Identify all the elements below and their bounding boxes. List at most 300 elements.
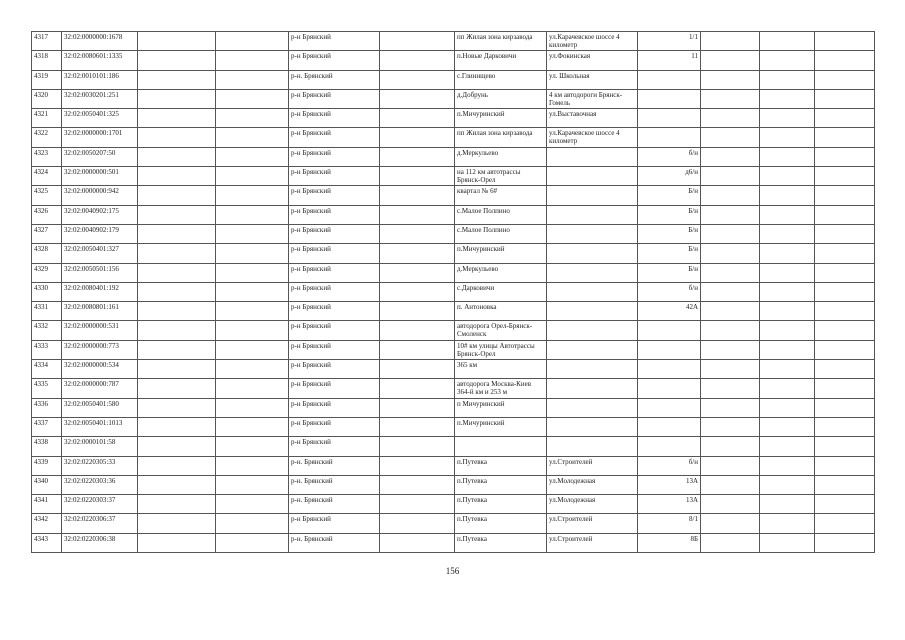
cell-locality: на 112 км автотрассы Брянск-Орел	[455, 167, 547, 186]
cell-col-6	[380, 495, 455, 514]
cell-cadastral-number: 32:02:0220303:37	[62, 495, 138, 514]
cell-col-6	[380, 186, 455, 205]
cell-street: ул.Фокинская	[547, 51, 638, 70]
cell-street	[547, 302, 638, 321]
table-row	[32, 128, 875, 147]
cell-street: ул.Строителей	[547, 514, 638, 533]
cell-row-number: 4326	[32, 205, 62, 224]
cell-col-6	[380, 128, 455, 147]
cell-row-number: 4324	[32, 167, 62, 186]
cell-col-12	[815, 398, 875, 417]
cell-street: ул. Школьная	[547, 70, 638, 89]
cell-cadastral-number: 32:02:0220306:38	[62, 533, 138, 552]
cell-col-11	[760, 167, 815, 186]
cell-house-number: б/н	[638, 147, 701, 166]
cell-locality: п.Новые Дарковичи	[455, 51, 547, 70]
cell-col-4	[216, 147, 289, 166]
cell-district: р-н Брянский	[289, 186, 380, 205]
cell-house-number: 8Б	[638, 533, 701, 552]
cell-col-6	[380, 51, 455, 70]
cell-street	[547, 398, 638, 417]
cell-col-12	[815, 360, 875, 379]
cell-row-number: 4319	[32, 70, 62, 89]
cell-district: р-н Брянский	[289, 417, 380, 436]
cell-row-number: 4339	[32, 456, 62, 475]
cell-house-number	[638, 398, 701, 417]
cell-street: 4 км автодороги Брянск-Гомель	[547, 89, 638, 108]
cell-col-11	[760, 437, 815, 456]
cell-locality: с.Дарковичи	[455, 282, 547, 301]
cell-street	[547, 437, 638, 456]
table-row	[32, 533, 875, 552]
cell-house-number: 8/1	[638, 514, 701, 533]
cell-street: ул.Строителей	[547, 533, 638, 552]
table-row	[32, 360, 875, 379]
cell-col-4	[216, 32, 289, 51]
table-row	[32, 417, 875, 436]
cell-col-11	[760, 321, 815, 340]
table-row	[32, 379, 875, 398]
cell-house-number	[638, 437, 701, 456]
cell-col-3	[138, 89, 216, 108]
cell-col-4	[216, 321, 289, 340]
cell-street: ул.Строителей	[547, 456, 638, 475]
cell-locality: пп Жилая зона кирзавода	[455, 128, 547, 147]
cell-house-number: 13А	[638, 475, 701, 494]
cell-cadastral-number: 32:02:0000000:531	[62, 321, 138, 340]
cell-col-3	[138, 244, 216, 263]
cell-col-11	[760, 495, 815, 514]
cell-street	[547, 340, 638, 359]
cell-col-11	[760, 379, 815, 398]
table-row	[32, 32, 875, 51]
cell-street: ул.Карачевское шоссе 4 километр	[547, 128, 638, 147]
cell-col-10	[701, 495, 760, 514]
cell-row-number: 4335	[32, 379, 62, 398]
cell-col-11	[760, 282, 815, 301]
cell-col-10	[701, 456, 760, 475]
table-row	[32, 263, 875, 282]
table-row	[32, 167, 875, 186]
cell-cadastral-number: 32:02:0080401:192	[62, 282, 138, 301]
table-row	[32, 186, 875, 205]
cell-house-number: д6/н	[638, 167, 701, 186]
cell-col-11	[760, 244, 815, 263]
cell-col-10	[701, 282, 760, 301]
cell-house-number: Б/н	[638, 186, 701, 205]
cell-col-3	[138, 321, 216, 340]
cell-col-12	[815, 167, 875, 186]
cell-locality: д.Добрунь	[455, 89, 547, 108]
table-row	[32, 340, 875, 359]
cell-district: р-н Брянский	[289, 321, 380, 340]
cell-col-3	[138, 282, 216, 301]
cell-col-11	[760, 51, 815, 70]
cell-col-10	[701, 514, 760, 533]
cell-col-10	[701, 475, 760, 494]
cell-district: р-н Брянский	[289, 51, 380, 70]
cell-col-6	[380, 263, 455, 282]
cell-col-4	[216, 89, 289, 108]
cell-locality: с.Глинищево	[455, 70, 547, 89]
cell-col-11	[760, 533, 815, 552]
cell-district: р-н Брянский	[289, 437, 380, 456]
cell-row-number: 4343	[32, 533, 62, 552]
cell-col-12	[815, 89, 875, 108]
cell-col-11	[760, 70, 815, 89]
cell-col-4	[216, 186, 289, 205]
cell-district: р-н Брянский	[289, 360, 380, 379]
cell-street: ул.Молодежная	[547, 475, 638, 494]
cell-row-number: 4320	[32, 89, 62, 108]
cell-col-3	[138, 224, 216, 243]
cell-row-number: 4325	[32, 186, 62, 205]
cell-col-3	[138, 533, 216, 552]
cell-col-6	[380, 224, 455, 243]
cell-col-12	[815, 244, 875, 263]
cell-district: р-н Брянский	[289, 109, 380, 128]
table-row	[32, 70, 875, 89]
cell-col-3	[138, 70, 216, 89]
cell-house-number	[638, 109, 701, 128]
table-row	[32, 302, 875, 321]
cell-col-11	[760, 302, 815, 321]
cell-house-number: б/н	[638, 282, 701, 301]
cell-row-number: 4342	[32, 514, 62, 533]
cell-house-number	[638, 379, 701, 398]
cell-col-10	[701, 128, 760, 147]
cell-locality: п.Мичуринский	[455, 244, 547, 263]
cell-col-3	[138, 360, 216, 379]
cell-col-10	[701, 263, 760, 282]
cell-col-11	[760, 514, 815, 533]
cell-col-6	[380, 321, 455, 340]
cell-col-4	[216, 224, 289, 243]
cell-locality: п.Мичуринский	[455, 417, 547, 436]
cell-house-number	[638, 321, 701, 340]
property-register-table	[31, 31, 875, 553]
cell-row-number: 4322	[32, 128, 62, 147]
cell-row-number: 4321	[32, 109, 62, 128]
cell-district: р-н. Брянский	[289, 475, 380, 494]
cell-col-6	[380, 70, 455, 89]
cell-col-3	[138, 379, 216, 398]
cell-col-3	[138, 398, 216, 417]
cell-house-number: 1/1	[638, 32, 701, 51]
cell-col-12	[815, 321, 875, 340]
cell-col-10	[701, 360, 760, 379]
cell-col-11	[760, 109, 815, 128]
cell-street	[547, 186, 638, 205]
cell-house-number: Б/н	[638, 263, 701, 282]
cell-col-10	[701, 51, 760, 70]
cell-col-6	[380, 147, 455, 166]
cell-col-11	[760, 360, 815, 379]
cell-col-10	[701, 533, 760, 552]
cell-col-4	[216, 417, 289, 436]
cell-col-11	[760, 417, 815, 436]
cell-locality: п.Путевка	[455, 475, 547, 494]
cell-col-4	[216, 379, 289, 398]
cell-house-number: 11	[638, 51, 701, 70]
page-number: 156	[445, 566, 460, 576]
cell-col-10	[701, 109, 760, 128]
cell-district: р-н Брянский	[289, 514, 380, 533]
cell-col-10	[701, 224, 760, 243]
cell-col-4	[216, 437, 289, 456]
cell-col-12	[815, 340, 875, 359]
cell-row-number: 4328	[32, 244, 62, 263]
cell-col-12	[815, 32, 875, 51]
cell-col-10	[701, 340, 760, 359]
cell-cadastral-number: 32:02:0040902:179	[62, 224, 138, 243]
cell-house-number	[638, 128, 701, 147]
cell-house-number	[638, 70, 701, 89]
cell-col-4	[216, 205, 289, 224]
cell-col-3	[138, 340, 216, 359]
cell-col-11	[760, 475, 815, 494]
cell-street	[547, 205, 638, 224]
cell-locality: п Мичуринский	[455, 398, 547, 417]
cell-locality: с.Малое Полпино	[455, 224, 547, 243]
cell-col-10	[701, 167, 760, 186]
cell-street	[547, 321, 638, 340]
cell-col-6	[380, 398, 455, 417]
cell-col-3	[138, 109, 216, 128]
cell-locality: 365 км	[455, 360, 547, 379]
cell-col-10	[701, 321, 760, 340]
cell-col-6	[380, 244, 455, 263]
cell-col-3	[138, 456, 216, 475]
cell-cadastral-number: 32:02:0000000:787	[62, 379, 138, 398]
cell-col-6	[380, 533, 455, 552]
table-row	[32, 456, 875, 475]
cell-row-number: 4333	[32, 340, 62, 359]
cell-col-12	[815, 186, 875, 205]
cell-district: р-н Брянский	[289, 244, 380, 263]
table-row	[32, 398, 875, 417]
cell-col-12	[815, 417, 875, 436]
cell-cadastral-number: 32:02:0000000:1701	[62, 128, 138, 147]
cell-col-12	[815, 147, 875, 166]
table-row	[32, 495, 875, 514]
cell-col-11	[760, 398, 815, 417]
cell-col-3	[138, 302, 216, 321]
cell-col-10	[701, 205, 760, 224]
table-row	[32, 244, 875, 263]
cell-col-6	[380, 302, 455, 321]
cell-locality: автодорога Москва-Киев 364-й км и 253 м	[455, 379, 547, 398]
cell-street	[547, 360, 638, 379]
cell-row-number: 4337	[32, 417, 62, 436]
cell-house-number: Б/н	[638, 224, 701, 243]
cell-row-number: 4341	[32, 495, 62, 514]
cell-col-11	[760, 456, 815, 475]
cell-cadastral-number: 32:02:0080801:161	[62, 302, 138, 321]
cell-street	[547, 417, 638, 436]
table-row	[32, 109, 875, 128]
cell-col-3	[138, 167, 216, 186]
cell-col-12	[815, 495, 875, 514]
cell-house-number	[638, 360, 701, 379]
cell-locality: п.Мичуринский	[455, 109, 547, 128]
cell-row-number: 4332	[32, 321, 62, 340]
cell-cadastral-number: 32:02:0000000:942	[62, 186, 138, 205]
table-row	[32, 224, 875, 243]
cell-house-number: б/н	[638, 456, 701, 475]
cell-locality: п.Путевка	[455, 533, 547, 552]
cell-col-12	[815, 282, 875, 301]
cell-cadastral-number: 32:02:0050401:580	[62, 398, 138, 417]
cell-col-10	[701, 437, 760, 456]
cell-col-6	[380, 514, 455, 533]
cell-locality: пп Жилая зона кирзавода	[455, 32, 547, 51]
cell-col-4	[216, 514, 289, 533]
cell-locality: д.Меркульево	[455, 147, 547, 166]
cell-col-4	[216, 128, 289, 147]
cell-col-12	[815, 533, 875, 552]
cell-col-10	[701, 89, 760, 108]
cell-col-3	[138, 417, 216, 436]
cell-col-4	[216, 109, 289, 128]
cell-row-number: 4327	[32, 224, 62, 243]
cell-col-12	[815, 51, 875, 70]
cell-col-4	[216, 302, 289, 321]
cell-col-6	[380, 456, 455, 475]
cell-col-4	[216, 360, 289, 379]
cell-col-10	[701, 147, 760, 166]
cell-col-12	[815, 128, 875, 147]
cell-col-10	[701, 244, 760, 263]
cell-col-11	[760, 224, 815, 243]
cell-col-11	[760, 89, 815, 108]
cell-cadastral-number: 32:02:0000000:773	[62, 340, 138, 359]
cell-street	[547, 379, 638, 398]
cell-locality: п. Антоновка	[455, 302, 547, 321]
cell-col-12	[815, 205, 875, 224]
cell-locality: с.Малое Полпино	[455, 205, 547, 224]
cell-street	[547, 147, 638, 166]
cell-street: ул.Выставочная	[547, 109, 638, 128]
cell-col-6	[380, 167, 455, 186]
cell-locality: квартал № 6#	[455, 186, 547, 205]
cell-col-4	[216, 533, 289, 552]
cell-house-number	[638, 89, 701, 108]
cell-row-number: 4331	[32, 302, 62, 321]
cell-col-10	[701, 302, 760, 321]
cell-col-12	[815, 379, 875, 398]
cell-col-11	[760, 263, 815, 282]
cell-cadastral-number: 32:02:0050401:325	[62, 109, 138, 128]
cell-col-3	[138, 495, 216, 514]
cell-col-4	[216, 475, 289, 494]
cell-district: р-н Брянский	[289, 398, 380, 417]
cell-col-12	[815, 109, 875, 128]
cell-col-6	[380, 340, 455, 359]
cell-col-6	[380, 437, 455, 456]
cell-col-12	[815, 70, 875, 89]
cell-district: р-н Брянский	[289, 147, 380, 166]
cell-district: р-н. Брянский	[289, 70, 380, 89]
cell-cadastral-number: 32:02:0040902:175	[62, 205, 138, 224]
cell-district: р-н. Брянский	[289, 456, 380, 475]
cell-district: р-н. Брянский	[289, 533, 380, 552]
cell-col-10	[701, 186, 760, 205]
cell-street	[547, 244, 638, 263]
cell-col-3	[138, 475, 216, 494]
table-row	[32, 321, 875, 340]
cell-col-4	[216, 340, 289, 359]
cell-street	[547, 263, 638, 282]
cell-col-4	[216, 167, 289, 186]
table-row	[32, 89, 875, 108]
cell-cadastral-number: 32:02:0030201:251	[62, 89, 138, 108]
cell-locality: п.Путевка	[455, 495, 547, 514]
cell-col-4	[216, 263, 289, 282]
cell-locality: п.Путевка	[455, 514, 547, 533]
cell-col-4	[216, 70, 289, 89]
table-row	[32, 147, 875, 166]
cell-col-11	[760, 186, 815, 205]
cell-cadastral-number: 32:02:0220303:36	[62, 475, 138, 494]
cell-row-number: 4323	[32, 147, 62, 166]
cell-locality: д.Меркульево	[455, 263, 547, 282]
cell-col-4	[216, 456, 289, 475]
cell-col-12	[815, 224, 875, 243]
cell-cadastral-number: 32:02:0050401:1013	[62, 417, 138, 436]
cell-row-number: 4330	[32, 282, 62, 301]
table-row	[32, 437, 875, 456]
table-row	[32, 514, 875, 533]
cell-cadastral-number: 32:02:0000000:534	[62, 360, 138, 379]
cell-col-10	[701, 70, 760, 89]
cell-col-3	[138, 514, 216, 533]
cell-col-3	[138, 205, 216, 224]
cell-row-number: 4336	[32, 398, 62, 417]
cell-col-12	[815, 302, 875, 321]
cell-col-10	[701, 32, 760, 51]
cell-col-6	[380, 89, 455, 108]
cell-col-4	[216, 282, 289, 301]
cell-cadastral-number: 32:02:0050401:327	[62, 244, 138, 263]
cell-street	[547, 224, 638, 243]
cell-locality: п.Путевка	[455, 456, 547, 475]
cell-district: р-н Брянский	[289, 263, 380, 282]
cell-col-11	[760, 128, 815, 147]
cell-district: р-н. Брянский	[289, 495, 380, 514]
table-row	[32, 205, 875, 224]
cell-col-6	[380, 475, 455, 494]
cell-cadastral-number: 32:02:0000000:501	[62, 167, 138, 186]
cell-col-12	[815, 456, 875, 475]
table-row	[32, 282, 875, 301]
cell-col-4	[216, 244, 289, 263]
cell-row-number: 4318	[32, 51, 62, 70]
cell-house-number: Б/н	[638, 205, 701, 224]
table-body	[32, 32, 875, 553]
cell-col-4	[216, 495, 289, 514]
cell-cadastral-number: 32:02:0080601:1335	[62, 51, 138, 70]
cell-cadastral-number: 32:02:0050501:156	[62, 263, 138, 282]
cell-house-number	[638, 417, 701, 436]
cell-col-6	[380, 417, 455, 436]
cell-row-number: 4317	[32, 32, 62, 51]
cell-col-3	[138, 128, 216, 147]
cell-col-6	[380, 360, 455, 379]
cell-col-3	[138, 51, 216, 70]
cell-col-12	[815, 437, 875, 456]
cell-col-3	[138, 263, 216, 282]
